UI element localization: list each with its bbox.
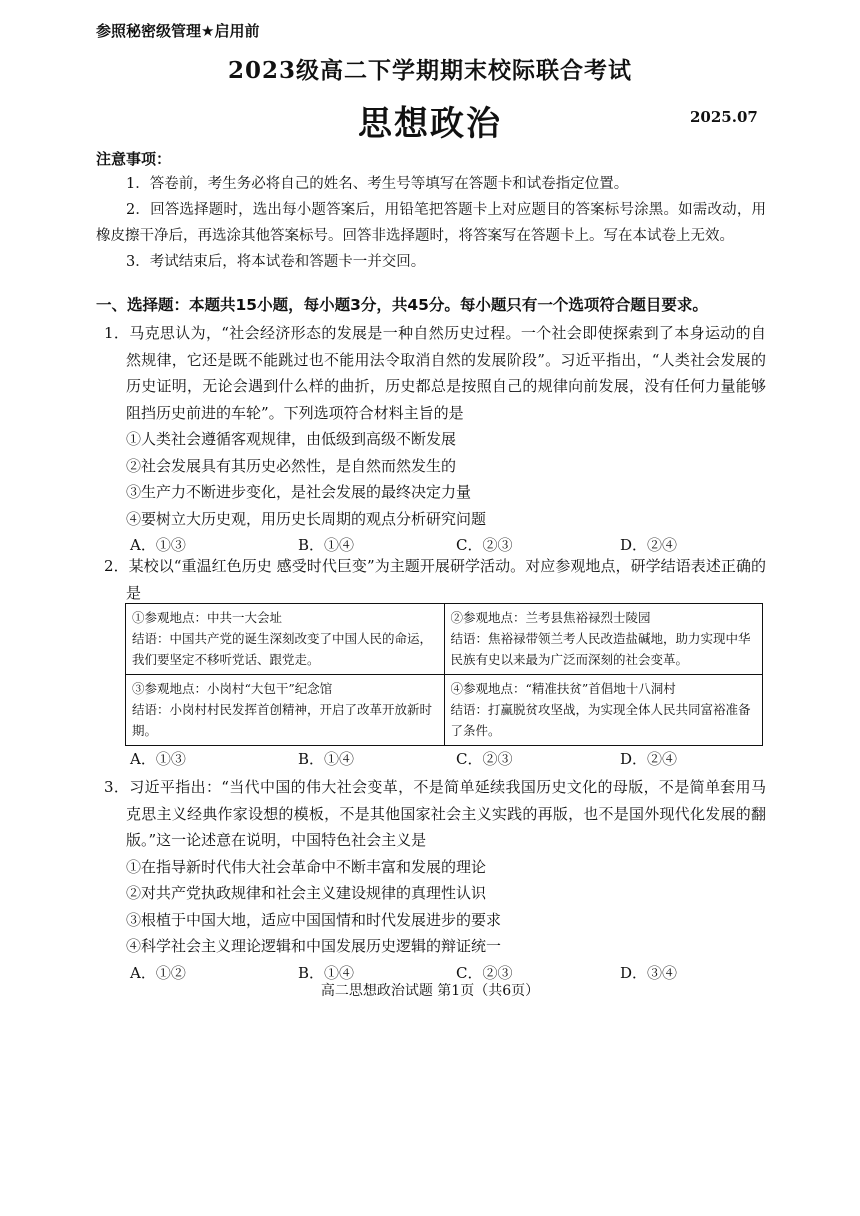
choice-a[interactable]: A．①③	[130, 750, 186, 768]
choice-b[interactable]: B．①④	[298, 963, 355, 982]
study-trip-table	[125, 603, 763, 746]
question-stem: 3．习近平指出：“当代中国的伟大社会变革，不是简单延续我国历史文化的母版，不是简单套用马克思主义经典作家设想的模板，不是其他国家社会主义实践的再版，也不是国外现代化发展的翻版。”这一论述意在说明，中国特色社会主义是	[104, 778, 766, 849]
statement-option: ②对共产党执政规律和社会主义建设规律的真理性认识	[126, 884, 487, 902]
notice-item: 1．答卷前，考生务必将自己的姓名、考生号等填写在答题卡和试卷指定位置。	[126, 176, 629, 192]
exam-date: 2025.07	[690, 108, 758, 126]
choice-a[interactable]: A．①③	[130, 536, 186, 554]
confidentiality-label: 参照秘密级管理★启用前	[96, 22, 260, 40]
notice-item: 2．回答选择题时，选出每小题答案后，用铅笔把答题卡上对应题目的答案标号涂黑。如需改动，用橡皮擦干净后，再选涂其他答案标号。回答非选择题时，将答案写在答题卡上。写在本试卷上无效。	[96, 202, 766, 244]
table-cell: ③参观地点：小岗村“大包干”纪念馆 结语：小岗村村民发挥首创精神，开启了改革开放新时期。	[126, 675, 445, 746]
table-cell: ②参观地点：兰考县焦裕禄烈士陵园 结语：焦裕禄带领兰考人民改造盐碱地，助力实现中华民族有史以来最为广泛而深刻的社会变革。	[444, 604, 763, 675]
statement-option: ④要树立大历史观，用历史长周期的观点分析研究问题	[126, 509, 487, 528]
choice-c[interactable]: C．②③	[456, 963, 513, 982]
statement-option: ③根植于中国大地，适应中国国情和时代发展进步的要求	[126, 910, 502, 929]
choice-a[interactable]: A．①②	[130, 963, 186, 982]
choice-b[interactable]: B．①④	[298, 536, 355, 554]
statement-option: ④科学社会主义理论逻辑和中国发展历史逻辑的辩证统一	[126, 937, 502, 955]
page-footer: 高二思想政治试题 第1页（共6页）	[320, 983, 540, 999]
notice-heading: 注意事项：	[96, 150, 172, 168]
choice-b[interactable]: B．①④	[298, 750, 355, 768]
statement-option: ①在指导新时代伟大社会革命中不断丰富和发展的理论	[126, 857, 487, 876]
choice-c[interactable]: C．②③	[456, 536, 513, 554]
table-cell: ④参观地点：“精准扶贫”首倡地十八洞村 结语：打赢脱贫攻坚战，为实现全体人民共同富裕准备了条件。	[444, 675, 763, 746]
section-title: 一、选择题：本题共15小题，每小题3分，共45分。每小题只有一个选项符合题目要求。	[96, 296, 708, 314]
choice-d[interactable]: D．②④	[620, 750, 678, 768]
question-1	[104, 320, 766, 560]
question-stem: 1．马克思认为，“社会经济形态的发展是一种自然历史过程。一个社会即使探索到了本身运动的自然规律，它还是既不能跳过也不能用法令取消自然的发展阶段”。习近平指出，“人类社会发展的历史证明，无论会遇到什么样的曲折，历史都总是按照自己的规律向前发展，没有任何力量能够阻挡历史前进的车轮”。下列选项符合材料主旨的是	[104, 324, 766, 422]
statement-option: ③生产力不断进步变化，是社会发展的最终决定力量	[126, 483, 472, 501]
choice-d[interactable]: D．③④	[620, 963, 678, 982]
exam-title: 2023级高二下学期期末校际联合考试	[227, 57, 632, 84]
statement-option: ②社会发展具有其历史必然性，是自然而然发生的	[126, 456, 457, 475]
statement-option: ①人类社会遵循客观规律，由低级到高级不断发展	[126, 430, 457, 448]
table-cell: ①参观地点：中共一大会址 结语：中国共产党的诞生深刻改变了中国人民的命运，我们要坚定不移听党话、跟党走。	[126, 604, 445, 675]
answer-choices	[126, 746, 766, 774]
choice-c[interactable]: C．②③	[456, 750, 513, 768]
notice-item: 3．考试结束后，将本试卷和答题卡一并交回。	[126, 254, 426, 270]
question-2-choices	[104, 746, 766, 774]
choice-d[interactable]: D．②④	[620, 536, 678, 554]
question-3	[104, 774, 766, 988]
question-stem: 2．某校以“重温红色历史 感受时代巨变”为主题开展研学活动。对应参观地点，研学结语表述正确的是	[104, 557, 766, 602]
question-2	[104, 553, 766, 606]
notice-list	[96, 171, 766, 275]
subject-title: 思想政治	[358, 104, 502, 144]
